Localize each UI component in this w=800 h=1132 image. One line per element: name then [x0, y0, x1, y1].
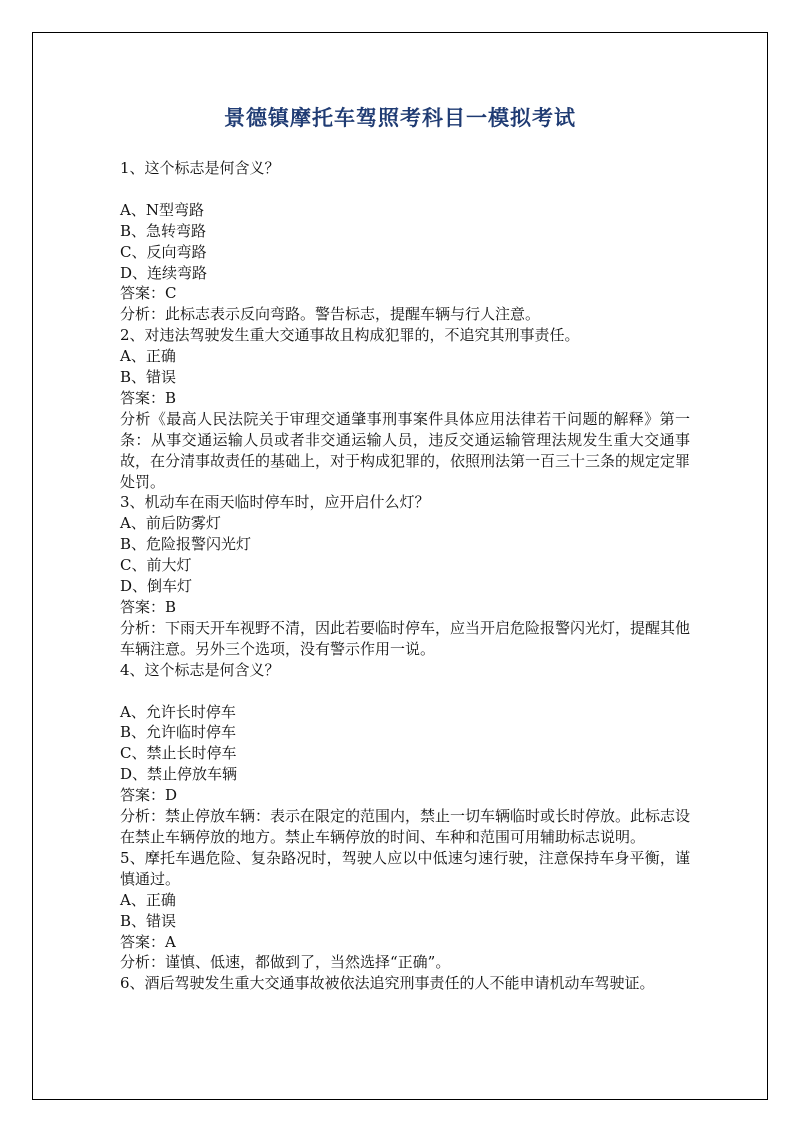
sign-image-placeholder-4 — [120, 681, 690, 702]
sign-image-placeholder-1 — [120, 179, 690, 200]
question-2: 2、对违法驾驶发生重大交通事故且构成犯罪的，不追究其刑事责任。 — [120, 326, 580, 345]
analysis-2: 分析《最高人民法院关于审理交通肇事刑事案件具体应用法律若干问题的解释》第一条：从事交通运输人员或者非交通运输人员，违反交通运输管理法规发生重大交通事故，在分清事故责任的基础上，对于构成犯罪的，依照刑法第一百三十三条的规定定罪处罚。 — [120, 409, 691, 491]
answer-5: 答案：A — [120, 932, 176, 951]
option-4d: D、禁止停放车辆 — [120, 765, 238, 784]
question-4: 4、这个标志是何含义？ — [120, 660, 280, 679]
answer-3: 答案：B — [120, 598, 177, 617]
analysis-5: 分析：谨慎、低速，都做到了，当然选择“正确”。 — [120, 953, 451, 972]
question-5: 5、摩托车遇危险、复杂路况时，驾驶人应以中低速匀速行驶，注意保持车身平衡，谨慎通过。 — [120, 848, 690, 888]
document-title: 景德镇摩托车驾照考科目一模拟考试 — [224, 105, 576, 130]
answer-2: 答案：B — [120, 388, 177, 407]
option-2a: A、正确 — [120, 347, 176, 366]
option-2b: B、错误 — [120, 368, 177, 387]
question-list — [120, 158, 690, 994]
analysis-4: 分析：禁止停放车辆：表示在限定的范围内，禁止一切车辆临时或长时停放。此标志设在禁止车辆停放的地方。禁止车辆停放的时间、车种和范围可用辅助标志说明。 — [120, 807, 691, 846]
option-1c: C、反向弯路 — [120, 242, 207, 261]
answer-4: 答案：D — [120, 786, 178, 805]
option-3a: A、前后防雾灯 — [120, 514, 221, 533]
option-3c: C、前大灯 — [120, 556, 192, 575]
question-1: 1、这个标志是何含义？ — [120, 159, 280, 177]
analysis-1: 分析：此标志表示反向弯路。警告标志，提醒车辆与行人注意。 — [120, 305, 541, 324]
option-4b: B、允许临时停车 — [120, 723, 237, 742]
option-4c: C、禁止长时停车 — [120, 744, 237, 763]
option-1b: B、急转弯路 — [120, 221, 207, 240]
option-5a: A、正确 — [120, 890, 176, 909]
option-3d: D、倒车灯 — [120, 577, 193, 596]
option-5b: B、错误 — [120, 911, 177, 930]
analysis-3: 分析：下雨天开车视野不清，因此若要临时停车，应当开启危险报警闪光灯，提醒其他车辆注意。另外三个选项，没有警示作用一说。 — [120, 618, 691, 658]
option-3b: B、危险报警闪光灯 — [120, 535, 252, 554]
answer-1: 答案：C — [120, 284, 177, 303]
option-4a: A、允许长时停车 — [120, 702, 236, 721]
option-1a: A、N型弯路 — [120, 200, 204, 219]
question-3: 3、机动车在雨天临时停车时，应开启什么灯？ — [120, 493, 430, 512]
question-6: 6、酒后驾驶发生重大交通事故被依法追究刑事责任的人不能申请机动车驾驶证。 — [120, 974, 655, 993]
option-1d: D、连续弯路 — [120, 263, 208, 282]
